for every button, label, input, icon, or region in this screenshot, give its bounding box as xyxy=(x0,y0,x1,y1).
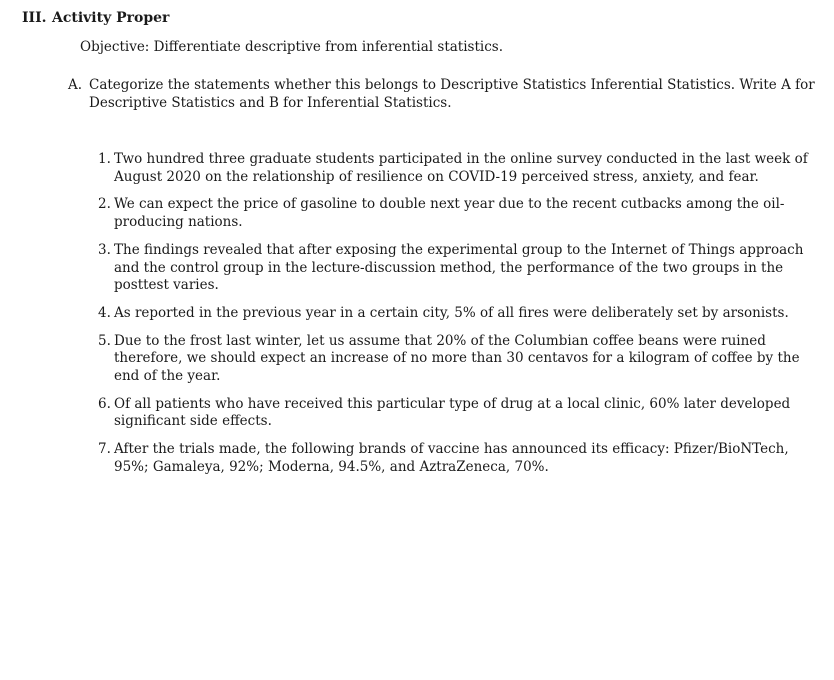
objective-text: Objective: Differentiate descriptive from inferential statistics. xyxy=(80,39,503,55)
part-a-instruction: Categorize the statements whether this belongs to Descriptive Statistics Inferential Statistics. Write A for Descriptive Statistics and B for Inferential Statistics. xyxy=(89,77,815,111)
list-item xyxy=(98,305,808,323)
item-number: 7. xyxy=(98,441,111,458)
item-text: As reported in the previous year in a certain city, 5% of all fires were deliberately set by arsonists. xyxy=(114,304,789,321)
item-text: After the trials made, the following brands of vaccine has announced its efficacy: Pfizer/BioNTech, 95%; Gamaleya, 92%; Moderna, 94.5%, and AztraZeneca, 70%. xyxy=(114,441,789,475)
item-text: Of all patients who have received this particular type of drug at a local clinic, 60% later developed significant side effects. xyxy=(114,395,791,430)
item-number: 4. xyxy=(98,304,111,321)
section-title: Activity Proper xyxy=(52,10,170,26)
section-heading xyxy=(22,10,169,26)
statement-list xyxy=(98,151,808,487)
item-text: We can expect the price of gasoline to double next year due to the recent cutbacks among the oil-producing nations. xyxy=(114,196,785,231)
list-item xyxy=(98,151,808,186)
part-a-letter: A. xyxy=(68,77,83,93)
item-number: 1. xyxy=(98,151,111,167)
list-item xyxy=(98,196,808,231)
item-number: 2. xyxy=(98,196,111,213)
item-text: The findings revealed that after exposing the experimental group to the Internet of Things approach and the control group in the lecture-discussion method, the performance of the two groups in the posttest varies. xyxy=(114,241,804,294)
item-number: 5. xyxy=(98,332,111,349)
list-item xyxy=(98,441,808,476)
list-item xyxy=(98,396,808,431)
item-number: 6. xyxy=(98,395,111,412)
list-item xyxy=(98,333,808,386)
item-text: Two hundred three graduate students participated in the online survey conducted in the last week of August 2020 on the relationship of resilience on COVID-19 perceived stress, anxiety, and fear. xyxy=(114,151,808,185)
item-text: Due to the frost last winter, let us assume that 20% of the Columbian coffee beans were ruined therefore, we should expect an increase of no more than 30 centavos for a kilogram of coffee by the end of the year. xyxy=(114,332,800,385)
section-numeral: III. xyxy=(22,10,47,26)
list-item xyxy=(98,242,808,295)
part-a xyxy=(68,76,818,112)
item-number: 3. xyxy=(98,241,111,258)
